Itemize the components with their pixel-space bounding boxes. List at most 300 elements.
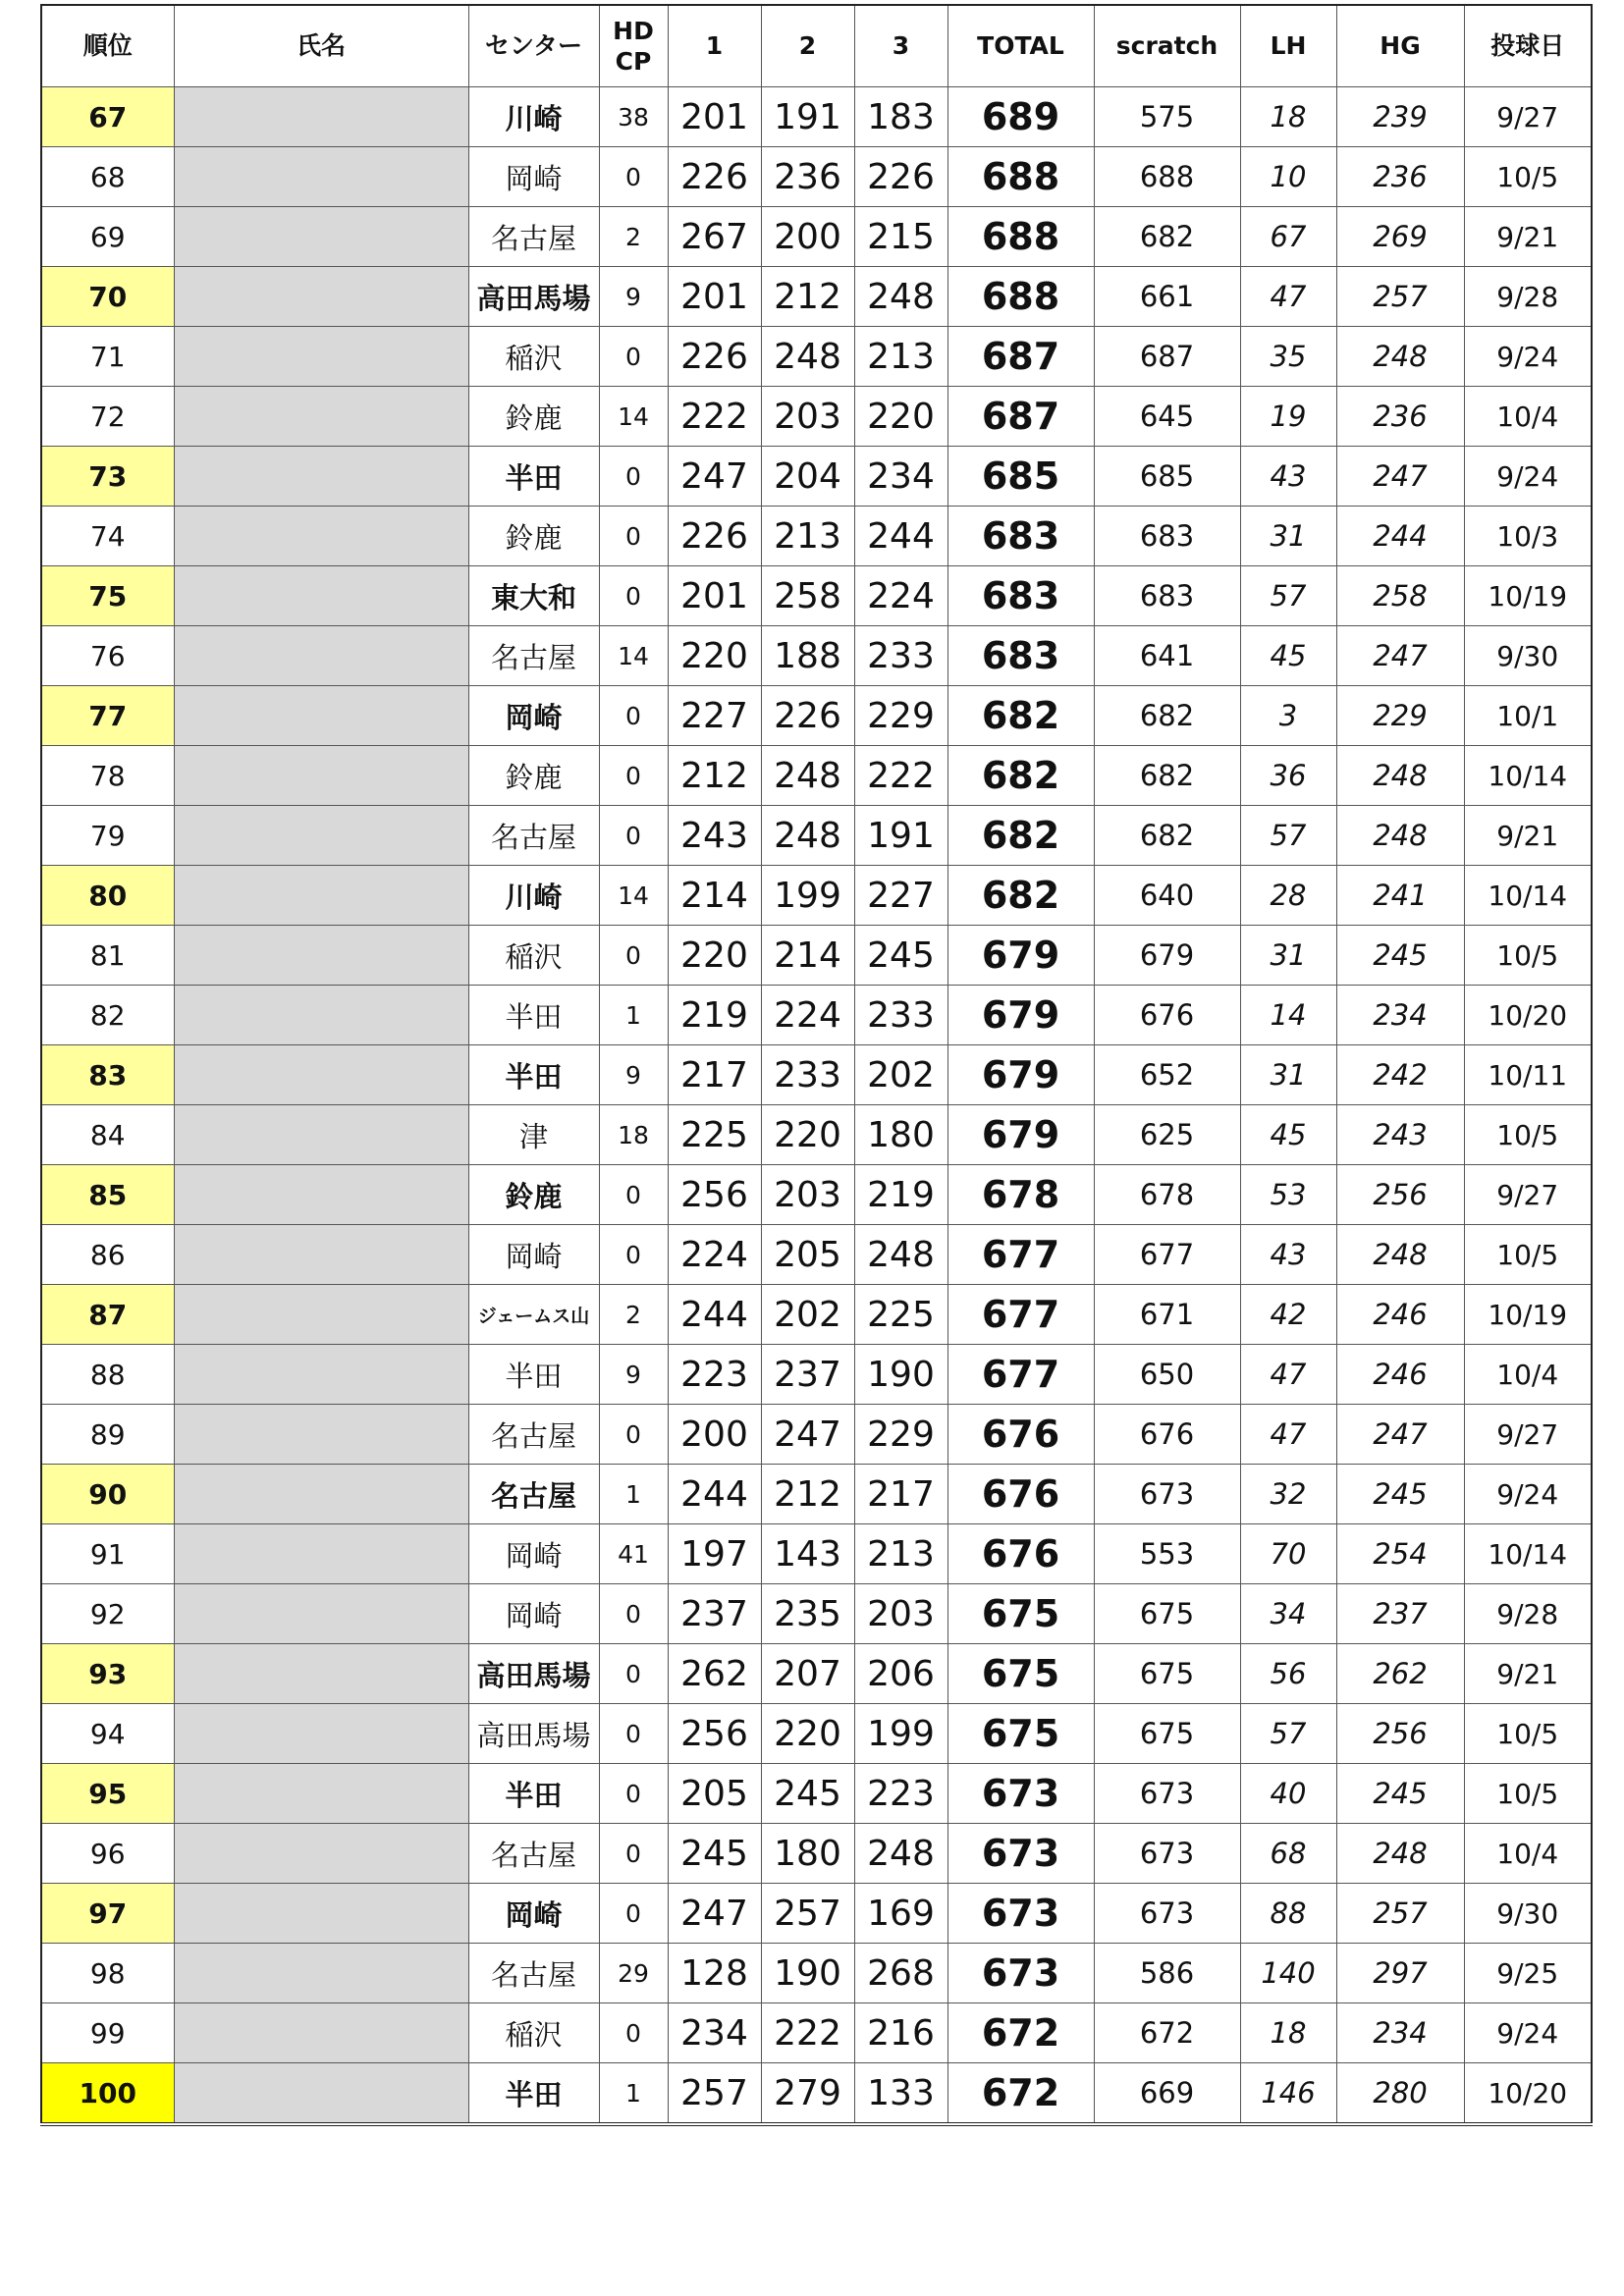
game-2-cell: 213: [761, 507, 854, 566]
name-cell: [174, 507, 468, 566]
center-cell: 名古屋: [468, 626, 599, 686]
game-2-cell: 224: [761, 986, 854, 1045]
hdcp-cell: 0: [599, 806, 668, 866]
scratch-cell: 683: [1094, 566, 1240, 626]
game-1-cell: 226: [668, 147, 761, 207]
scratch-cell: 553: [1094, 1524, 1240, 1584]
table-row: [41, 986, 1592, 1045]
game-1-cell: 223: [668, 1345, 761, 1405]
name-cell: [174, 1824, 468, 1884]
game-2-cell: 199: [761, 866, 854, 926]
date-cell: 10/4: [1464, 1345, 1592, 1405]
hg-cell: 248: [1336, 806, 1464, 866]
date-cell: 9/24: [1464, 2003, 1592, 2063]
date-cell: 10/19: [1464, 1285, 1592, 1345]
name-cell: [174, 2063, 468, 2125]
game-2-cell: 248: [761, 327, 854, 387]
total-cell: 688: [947, 147, 1094, 207]
game-3-cell: 213: [854, 327, 947, 387]
hdcp-cell: 0: [599, 1644, 668, 1704]
rank-cell: 89: [41, 1405, 174, 1465]
lh-cell: 32: [1240, 1465, 1336, 1524]
table-row: [41, 1764, 1592, 1824]
hdcp-cell: 0: [599, 1405, 668, 1465]
name-cell: [174, 267, 468, 327]
hg-cell: 245: [1336, 1764, 1464, 1824]
header-name: 氏名: [174, 5, 468, 87]
total-cell: 676: [947, 1465, 1094, 1524]
total-cell: 682: [947, 746, 1094, 806]
date-cell: 9/21: [1464, 806, 1592, 866]
hdcp-cell: 0: [599, 566, 668, 626]
header-hdcp-line1: HD: [613, 16, 654, 45]
table-row: [41, 447, 1592, 507]
lh-cell: 47: [1240, 267, 1336, 327]
rank-cell: 93: [41, 1644, 174, 1704]
game-3-cell: 215: [854, 207, 947, 267]
total-cell: 675: [947, 1644, 1094, 1704]
scratch-cell: 673: [1094, 1824, 1240, 1884]
center-cell: 鈴鹿: [468, 387, 599, 447]
hdcp-cell: 0: [599, 686, 668, 746]
total-cell: 683: [947, 507, 1094, 566]
total-cell: 679: [947, 1045, 1094, 1105]
hdcp-cell: 0: [599, 926, 668, 986]
game-3-cell: 206: [854, 1644, 947, 1704]
game-2-cell: 220: [761, 1704, 854, 1764]
date-cell: 9/28: [1464, 1584, 1592, 1644]
game-3-cell: 227: [854, 866, 947, 926]
center-cell: 岡崎: [468, 1884, 599, 1944]
game-3-cell: 244: [854, 507, 947, 566]
date-cell: 10/14: [1464, 1524, 1592, 1584]
game-3-cell: 233: [854, 626, 947, 686]
game-3-cell: 248: [854, 267, 947, 327]
hg-cell: 262: [1336, 1644, 1464, 1704]
total-cell: 675: [947, 1584, 1094, 1644]
game-2-cell: 233: [761, 1045, 854, 1105]
game-1-cell: 245: [668, 1824, 761, 1884]
total-cell: 688: [947, 207, 1094, 267]
scratch-cell: 575: [1094, 87, 1240, 147]
hg-cell: 241: [1336, 866, 1464, 926]
game-2-cell: 236: [761, 147, 854, 207]
game-3-cell: 180: [854, 1105, 947, 1165]
game-3-cell: 169: [854, 1884, 947, 1944]
center-cell: 名古屋: [468, 1405, 599, 1465]
game-1-cell: 201: [668, 566, 761, 626]
rank-cell: 100: [41, 2063, 174, 2125]
game-1-cell: 200: [668, 1405, 761, 1465]
rank-cell: 86: [41, 1225, 174, 1285]
hg-cell: 236: [1336, 387, 1464, 447]
name-cell: [174, 1584, 468, 1644]
lh-cell: 57: [1240, 1704, 1336, 1764]
date-cell: 9/30: [1464, 1884, 1592, 1944]
game-3-cell: 226: [854, 147, 947, 207]
hg-cell: 257: [1336, 267, 1464, 327]
game-1-cell: 222: [668, 387, 761, 447]
table-row: [41, 1105, 1592, 1165]
date-cell: 9/25: [1464, 1944, 1592, 2003]
center-cell: 川崎: [468, 87, 599, 147]
center-cell: 津: [468, 1105, 599, 1165]
total-cell: 679: [947, 926, 1094, 986]
hdcp-cell: 0: [599, 1884, 668, 1944]
game-1-cell: 243: [668, 806, 761, 866]
date-cell: 9/21: [1464, 207, 1592, 267]
hg-cell: 244: [1336, 507, 1464, 566]
center-cell: 東大和: [468, 566, 599, 626]
hdcp-cell: 9: [599, 1345, 668, 1405]
hdcp-cell: 14: [599, 387, 668, 447]
table-row: [41, 746, 1592, 806]
scratch-cell: 687: [1094, 327, 1240, 387]
ranking-table: [40, 4, 1593, 2126]
game-3-cell: 213: [854, 1524, 947, 1584]
game-2-cell: 203: [761, 1165, 854, 1225]
game-1-cell: 247: [668, 447, 761, 507]
total-cell: 678: [947, 1165, 1094, 1225]
lh-cell: 31: [1240, 926, 1336, 986]
hdcp-cell: 2: [599, 207, 668, 267]
scratch-cell: 676: [1094, 986, 1240, 1045]
hg-cell: 229: [1336, 686, 1464, 746]
center-cell: 岡崎: [468, 1225, 599, 1285]
rank-cell: 97: [41, 1884, 174, 1944]
header-scratch: scratch: [1094, 5, 1240, 87]
table-row: [41, 1225, 1592, 1285]
lh-cell: 10: [1240, 147, 1336, 207]
center-cell: 岡崎: [468, 686, 599, 746]
game-1-cell: 201: [668, 87, 761, 147]
hdcp-cell: 0: [599, 507, 668, 566]
rank-cell: 71: [41, 327, 174, 387]
game-1-cell: 267: [668, 207, 761, 267]
table-row: [41, 1884, 1592, 1944]
center-cell: 岡崎: [468, 147, 599, 207]
date-cell: 10/4: [1464, 1824, 1592, 1884]
game-2-cell: 202: [761, 1285, 854, 1345]
game-1-cell: 244: [668, 1285, 761, 1345]
name-cell: [174, 207, 468, 267]
table-row: [41, 1704, 1592, 1764]
table-row: [41, 147, 1592, 207]
center-cell: 半田: [468, 1045, 599, 1105]
hdcp-cell: 0: [599, 327, 668, 387]
date-cell: 10/14: [1464, 866, 1592, 926]
rank-cell: 81: [41, 926, 174, 986]
game-1-cell: 262: [668, 1644, 761, 1704]
date-cell: 10/14: [1464, 746, 1592, 806]
hg-cell: 245: [1336, 926, 1464, 986]
hg-cell: 242: [1336, 1045, 1464, 1105]
hg-cell: 297: [1336, 1944, 1464, 2003]
name-cell: [174, 806, 468, 866]
header-hdcp: [599, 5, 668, 87]
name-cell: [174, 1884, 468, 1944]
game-3-cell: 183: [854, 87, 947, 147]
rank-cell: 72: [41, 387, 174, 447]
game-3-cell: 268: [854, 1944, 947, 2003]
game-3-cell: 191: [854, 806, 947, 866]
scratch-cell: 586: [1094, 1944, 1240, 2003]
center-cell: 稲沢: [468, 926, 599, 986]
total-cell: 687: [947, 387, 1094, 447]
center-cell: 鈴鹿: [468, 507, 599, 566]
scratch-cell: 625: [1094, 1105, 1240, 1165]
scratch-cell: 688: [1094, 147, 1240, 207]
game-1-cell: 257: [668, 2063, 761, 2125]
rank-cell: 83: [41, 1045, 174, 1105]
center-cell: 半田: [468, 1764, 599, 1824]
date-cell: 10/5: [1464, 926, 1592, 986]
date-cell: 10/11: [1464, 1045, 1592, 1105]
game-2-cell: 204: [761, 447, 854, 507]
header-game-3: 3: [854, 5, 947, 87]
lh-cell: 31: [1240, 1045, 1336, 1105]
lh-cell: 146: [1240, 2063, 1336, 2125]
name-cell: [174, 1225, 468, 1285]
name-cell: [174, 926, 468, 986]
name-cell: [174, 387, 468, 447]
center-cell: 名古屋: [468, 1465, 599, 1524]
table-row: [41, 1584, 1592, 1644]
rank-cell: 85: [41, 1165, 174, 1225]
table-row: [41, 566, 1592, 626]
game-1-cell: 220: [668, 926, 761, 986]
header-hdcp-line2: CP: [615, 47, 652, 76]
name-cell: [174, 447, 468, 507]
center-cell: 高田馬場: [468, 267, 599, 327]
name-cell: [174, 1524, 468, 1584]
table-row: [41, 866, 1592, 926]
scratch-cell: 685: [1094, 447, 1240, 507]
game-2-cell: 237: [761, 1345, 854, 1405]
lh-cell: 14: [1240, 986, 1336, 1045]
rank-cell: 91: [41, 1524, 174, 1584]
header-lh: LH: [1240, 5, 1336, 87]
center-cell: 名古屋: [468, 207, 599, 267]
table-row: [41, 926, 1592, 986]
center-cell: 岡崎: [468, 1584, 599, 1644]
date-cell: 9/24: [1464, 327, 1592, 387]
hdcp-cell: 9: [599, 267, 668, 327]
game-2-cell: 248: [761, 806, 854, 866]
total-cell: 689: [947, 87, 1094, 147]
game-1-cell: 217: [668, 1045, 761, 1105]
game-2-cell: 247: [761, 1405, 854, 1465]
total-cell: 677: [947, 1345, 1094, 1405]
name-cell: [174, 746, 468, 806]
game-1-cell: 256: [668, 1704, 761, 1764]
total-cell: 676: [947, 1524, 1094, 1584]
game-2-cell: 143: [761, 1524, 854, 1584]
scratch-cell: 661: [1094, 267, 1240, 327]
table-row: [41, 1524, 1592, 1584]
center-cell: 鈴鹿: [468, 746, 599, 806]
date-cell: 9/30: [1464, 626, 1592, 686]
game-1-cell: 201: [668, 267, 761, 327]
scratch-cell: 673: [1094, 1884, 1240, 1944]
name-cell: [174, 1644, 468, 1704]
game-1-cell: 226: [668, 327, 761, 387]
date-cell: 10/19: [1464, 566, 1592, 626]
header-rank: 順位: [41, 5, 174, 87]
hdcp-cell: 0: [599, 746, 668, 806]
game-1-cell: 224: [668, 1225, 761, 1285]
header-row: [41, 5, 1592, 87]
game-3-cell: 225: [854, 1285, 947, 1345]
header-total: TOTAL: [947, 5, 1094, 87]
date-cell: 10/5: [1464, 1105, 1592, 1165]
hg-cell: 248: [1336, 1824, 1464, 1884]
lh-cell: 40: [1240, 1764, 1336, 1824]
lh-cell: 19: [1240, 387, 1336, 447]
center-cell: 半田: [468, 986, 599, 1045]
lh-cell: 53: [1240, 1165, 1336, 1225]
hdcp-cell: 14: [599, 626, 668, 686]
lh-cell: 18: [1240, 2003, 1336, 2063]
game-1-cell: 128: [668, 1944, 761, 2003]
scratch-cell: 645: [1094, 387, 1240, 447]
hdcp-cell: 0: [599, 1824, 668, 1884]
total-cell: 683: [947, 626, 1094, 686]
hg-cell: 257: [1336, 1884, 1464, 1944]
table-row: [41, 507, 1592, 566]
date-cell: 10/5: [1464, 1225, 1592, 1285]
game-1-cell: 237: [668, 1584, 761, 1644]
total-cell: 685: [947, 447, 1094, 507]
hdcp-cell: 1: [599, 2063, 668, 2125]
game-3-cell: 222: [854, 746, 947, 806]
rank-cell: 95: [41, 1764, 174, 1824]
table-row: [41, 1285, 1592, 1345]
date-cell: 10/1: [1464, 686, 1592, 746]
name-cell: [174, 1345, 468, 1405]
hdcp-cell: 9: [599, 1045, 668, 1105]
center-cell: 岡崎: [468, 1524, 599, 1584]
lh-cell: 57: [1240, 806, 1336, 866]
table-row: [41, 1465, 1592, 1524]
rank-cell: 84: [41, 1105, 174, 1165]
game-1-cell: 197: [668, 1524, 761, 1584]
game-1-cell: 234: [668, 2003, 761, 2063]
game-2-cell: 257: [761, 1884, 854, 1944]
rank-cell: 67: [41, 87, 174, 147]
date-cell: 10/5: [1464, 147, 1592, 207]
hg-cell: 280: [1336, 2063, 1464, 2125]
rank-cell: 69: [41, 207, 174, 267]
lh-cell: 140: [1240, 1944, 1336, 2003]
header-center: センター: [468, 5, 599, 87]
rank-cell: 98: [41, 1944, 174, 2003]
name-cell: [174, 1465, 468, 1524]
game-2-cell: 190: [761, 1944, 854, 2003]
game-1-cell: 256: [668, 1165, 761, 1225]
hg-cell: 247: [1336, 447, 1464, 507]
game-3-cell: 203: [854, 1584, 947, 1644]
table-row: [41, 2063, 1592, 2125]
date-cell: 10/4: [1464, 387, 1592, 447]
lh-cell: 68: [1240, 1824, 1336, 1884]
table-row: [41, 1944, 1592, 2003]
scratch-cell: 683: [1094, 507, 1240, 566]
table-row: [41, 207, 1592, 267]
rank-cell: 77: [41, 686, 174, 746]
game-1-cell: 212: [668, 746, 761, 806]
date-cell: 9/21: [1464, 1644, 1592, 1704]
hg-cell: 246: [1336, 1345, 1464, 1405]
name-cell: [174, 1045, 468, 1105]
lh-cell: 43: [1240, 1225, 1336, 1285]
game-1-cell: 219: [668, 986, 761, 1045]
game-2-cell: 212: [761, 267, 854, 327]
game-2-cell: 188: [761, 626, 854, 686]
hdcp-cell: 0: [599, 1584, 668, 1644]
hdcp-cell: 0: [599, 1764, 668, 1824]
rank-cell: 99: [41, 2003, 174, 2063]
scratch-cell: 675: [1094, 1704, 1240, 1764]
hdcp-cell: 14: [599, 866, 668, 926]
rank-cell: 75: [41, 566, 174, 626]
rank-cell: 92: [41, 1584, 174, 1644]
game-3-cell: 199: [854, 1704, 947, 1764]
game-3-cell: 245: [854, 926, 947, 986]
lh-cell: 43: [1240, 447, 1336, 507]
center-cell: 鈴鹿: [468, 1165, 599, 1225]
center-cell: 高田馬場: [468, 1644, 599, 1704]
header-game-1: 1: [668, 5, 761, 87]
hdcp-cell: 0: [599, 1704, 668, 1764]
total-cell: 677: [947, 1225, 1094, 1285]
scratch-cell: 682: [1094, 746, 1240, 806]
hdcp-cell: 0: [599, 1165, 668, 1225]
rank-cell: 90: [41, 1465, 174, 1524]
table-row: [41, 1824, 1592, 1884]
table-row: [41, 327, 1592, 387]
rank-cell: 70: [41, 267, 174, 327]
lh-cell: 18: [1240, 87, 1336, 147]
name-cell: [174, 1405, 468, 1465]
scratch-cell: 682: [1094, 686, 1240, 746]
hg-cell: 247: [1336, 626, 1464, 686]
lh-cell: 45: [1240, 1105, 1336, 1165]
name-cell: [174, 2003, 468, 2063]
date-cell: 10/3: [1464, 507, 1592, 566]
game-1-cell: 225: [668, 1105, 761, 1165]
hg-cell: 239: [1336, 87, 1464, 147]
game-3-cell: 234: [854, 447, 947, 507]
game-3-cell: 202: [854, 1045, 947, 1105]
table-row: [41, 2003, 1592, 2063]
lh-cell: 45: [1240, 626, 1336, 686]
hdcp-cell: 0: [599, 447, 668, 507]
game-1-cell: 226: [668, 507, 761, 566]
total-cell: 688: [947, 267, 1094, 327]
lh-cell: 57: [1240, 566, 1336, 626]
table-row: [41, 1644, 1592, 1704]
rank-cell: 82: [41, 986, 174, 1045]
game-2-cell: 220: [761, 1105, 854, 1165]
game-2-cell: 214: [761, 926, 854, 986]
game-3-cell: 216: [854, 2003, 947, 2063]
name-cell: [174, 1285, 468, 1345]
game-1-cell: 214: [668, 866, 761, 926]
total-cell: 672: [947, 2003, 1094, 2063]
hg-cell: 256: [1336, 1165, 1464, 1225]
table-row: [41, 806, 1592, 866]
